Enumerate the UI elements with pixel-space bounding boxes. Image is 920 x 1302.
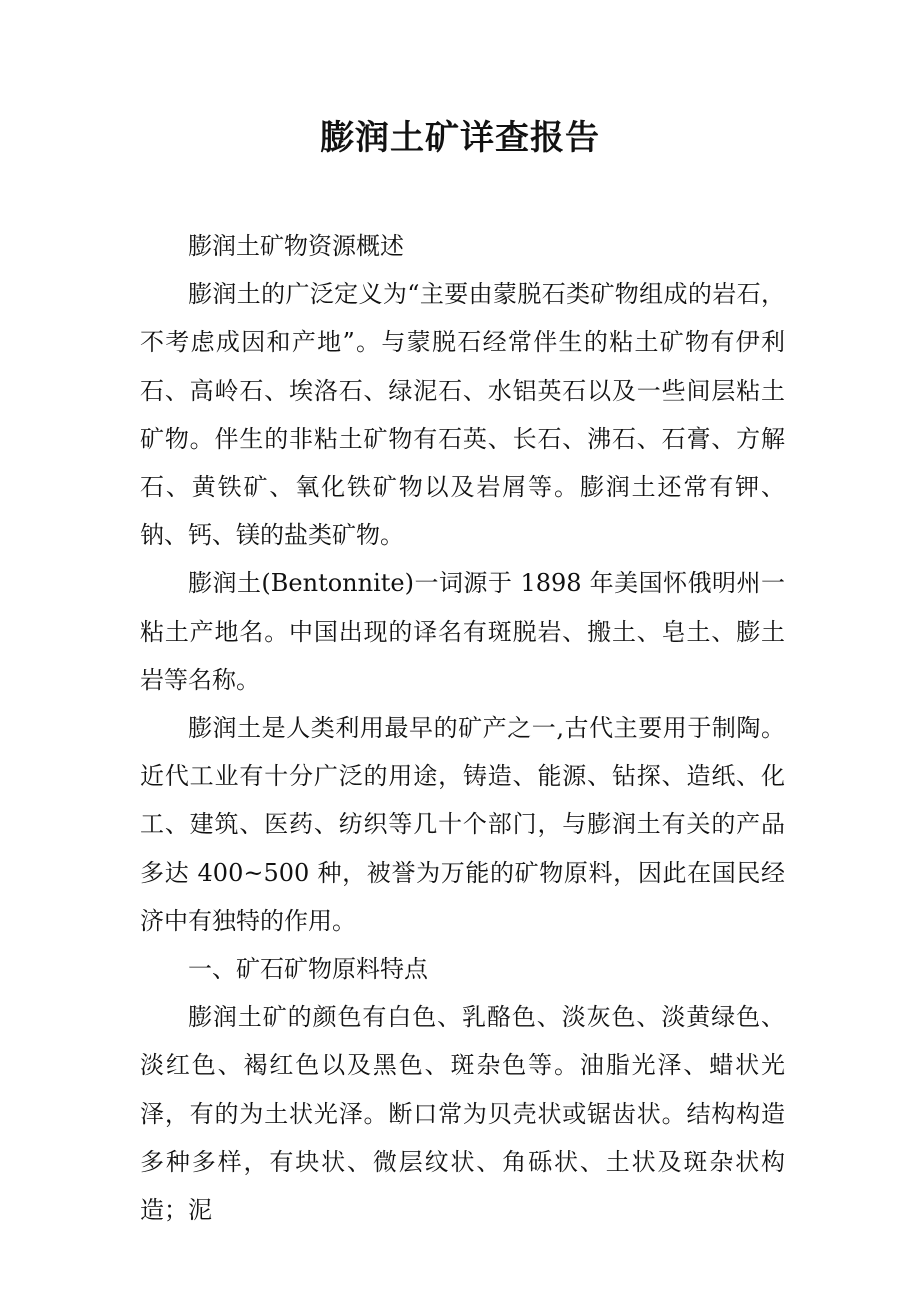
section-heading-overview: 膨润土矿物资源概述 <box>188 232 404 260</box>
paragraph-definition: 膨润土的广泛定义为“主要由蒙脱石类矿物组成的岩石，不考虑成因和产地”。与蒙脱石经常伴生的粘土矿物有伊利石、高岭石、埃洛石、绿泥石、水铝英石以及一些间层粘土矿物。伴生的非粘土矿物有石英、长石、沸石、石膏、方解石、黄铁矿、氧化铁矿物以及岩屑等。膨润土还常有钾、钠、钙、镁的盐类矿物。 <box>140 280 785 550</box>
document-title: 膨润土矿详查报告 <box>320 118 600 158</box>
section-heading-ore-features: 一、矿石矿物原料特点 <box>188 955 428 984</box>
paragraph-ore-description: 膨润土矿的颜色有白色、乳酪色、淡灰色、淡黄绿色、淡红色、褐红色以及黑色、斑杂色等。油脂光泽、蜡状光泽，有的为土状光泽。断口常为贝壳状或锯齿状。结构构造多种多样，有块状、微层纹状、角砾状、土状及斑杂状构造；泥 <box>140 1003 785 1225</box>
paragraph-etymology: 膨润土(Bentonnite)一词源于 1898 年美国怀俄明州一粘土产地名。中国出现的译名有斑脱岩、搬土、皂土、膨土岩等名称。 <box>140 569 785 694</box>
paragraph-usage: 膨润土是人类利用最早的矿产之一,古代主要用于制陶。近代工业有十分广泛的用途，铸造、能源、钻探、造纸、化工、建筑、医药、纺织等几十个部门，与膨润土有关的产品多达 400~500 种，被誉为万能的矿物原料，因此在国民经济中有独特的作用。 <box>140 714 785 935</box>
document-body <box>140 222 785 1234</box>
